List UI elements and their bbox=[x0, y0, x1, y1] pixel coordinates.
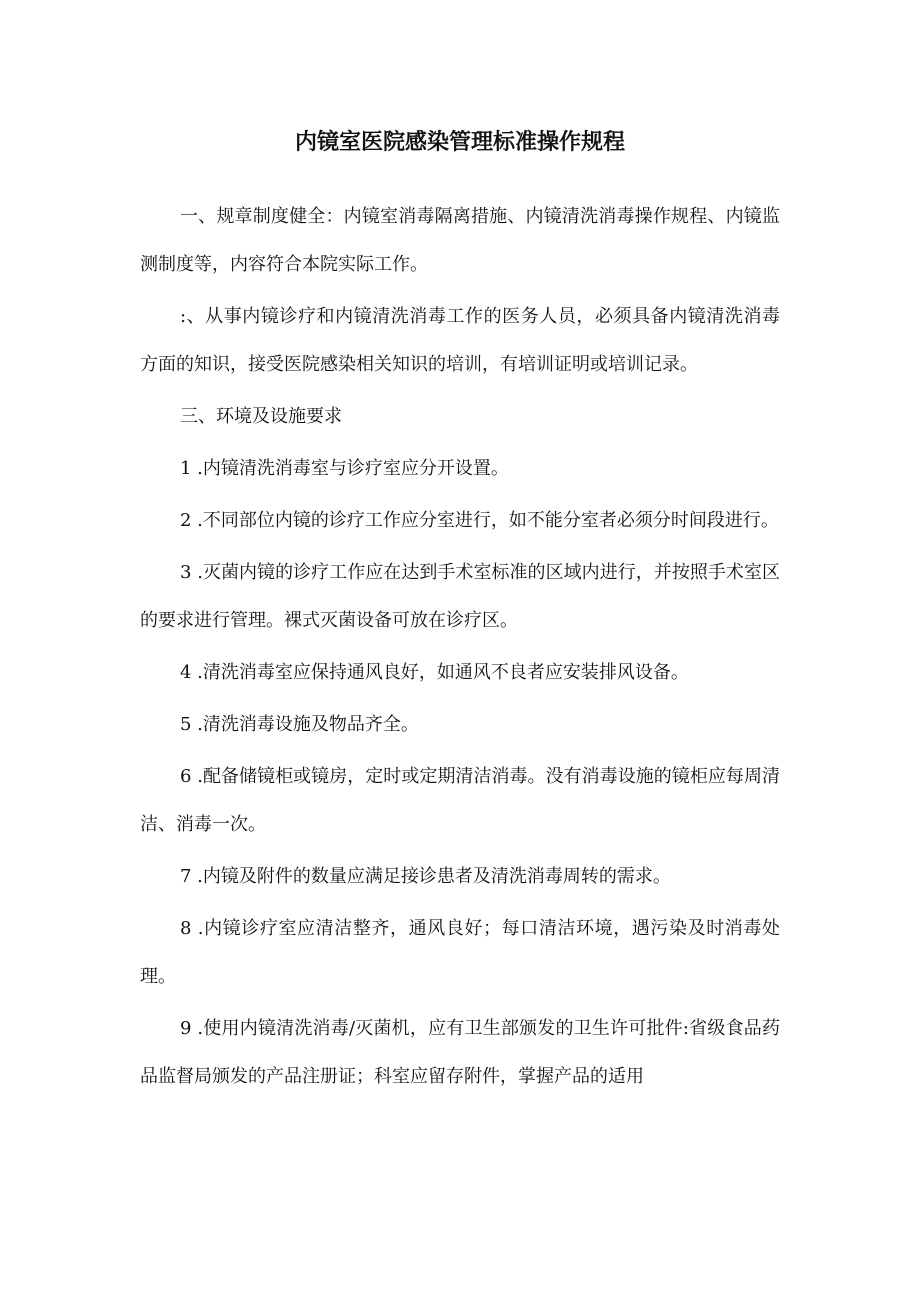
paragraph-item-8: 8 .内镜诊疗室应清洁整齐，通风良好；每口清洁环境，遇污染及时消毒处理。 bbox=[140, 918, 780, 987]
paragraph-item-3: 3 .灭菌内镜的诊疗工作应在达到手术室标准的区域内进行，并按照手术室区的要求进行管理。裸式灭菌设备可放在诊疗区。 bbox=[140, 562, 780, 631]
paragraph-item-5: 5 .清洗消毒设施及物品齐全。 bbox=[180, 714, 419, 735]
paragraph-regulations: 一、规章制度健全：内镜室消毒隔离措施、内镜清洗消毒操作规程、内镜监测制度等，内容符合本院实际工作。 bbox=[140, 206, 780, 275]
paragraph-item-7: 7 .内镜及附件的数量应满足接诊患者及清洗消毒周转的需求。 bbox=[180, 866, 671, 887]
paragraph-item-9: 9 .使用内镜清洗消毒/灭菌机，应有卫生部颁发的卫生许可批件:省级食品药品监督局颁发的产品注册证；科室应留存附件，掌握产品的适用 bbox=[140, 1018, 780, 1087]
document-title: 内镜室医院感染管理标准操作规程 bbox=[294, 130, 625, 155]
paragraph-item-6: 6 .配备储镜柜或镜房，定时或定期清洁消毒。没有消毒设施的镜柜应每周清洁、消毒一次。 bbox=[140, 766, 780, 835]
paragraph-item-2: 2 .不同部位内镜的诊疗工作应分室进行，如不能分室者必须分时间段进行。 bbox=[180, 510, 779, 531]
paragraph-section-environment: 三、环境及设施要求 bbox=[180, 406, 342, 427]
paragraph-item-1: 1 .内镜清洗消毒室与诊疗室应分开设置。 bbox=[180, 458, 509, 479]
paragraph-staff-training: :、从事内镜诊疗和内镜清洗消毒工作的医务人员，必须具备内镜清洗消毒方面的知识，接受医院感染相关知识的培训，有培训证明或培训记录。 bbox=[140, 306, 780, 375]
paragraph-item-4: 4 .清洗消毒室应保持通风良好，如通风不良者应安装排风设备。 bbox=[180, 662, 689, 683]
